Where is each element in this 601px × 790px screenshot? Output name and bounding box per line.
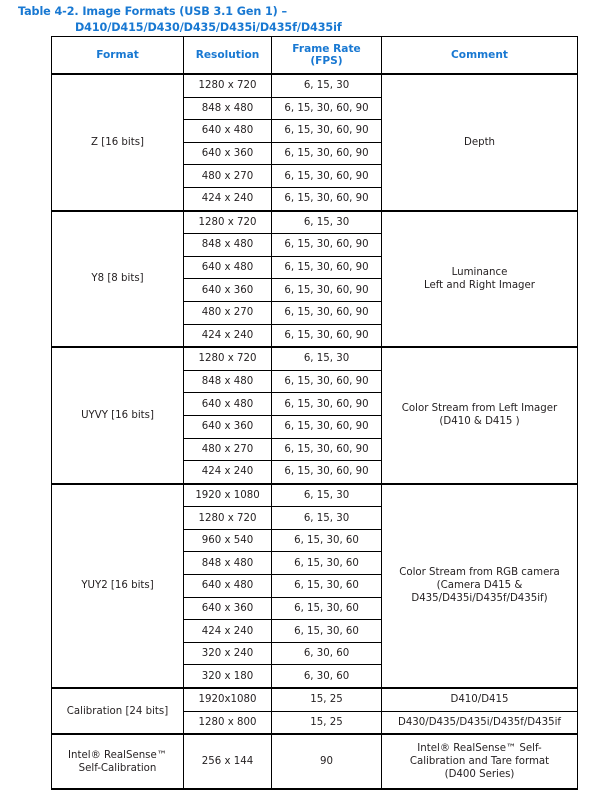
fps-cell: 6, 30, 60	[272, 642, 382, 665]
resolution-cell: 640 x 360	[184, 597, 272, 620]
fps-cell: 6, 15, 30, 60	[272, 597, 382, 620]
header-row	[52, 37, 578, 75]
table-row	[52, 211, 578, 234]
resolution-cell: 848 x 480	[184, 552, 272, 575]
comment-cell: D410/D415	[382, 688, 578, 711]
fps-cell: 6, 15, 30, 60, 90	[272, 234, 382, 257]
resolution-cell: 640 x 480	[184, 575, 272, 598]
fps-cell: 6, 15, 30	[272, 211, 382, 234]
column-header-resolution: Resolution	[184, 37, 272, 75]
column-header-comment: Comment	[382, 37, 578, 75]
fps-cell: 6, 15, 30	[272, 74, 382, 97]
fps-cell: 6, 15, 30	[272, 484, 382, 507]
fps-cell: 6, 30, 60	[272, 665, 382, 688]
resolution-cell: 1920 x 1080	[184, 484, 272, 507]
column-header-format: Format	[52, 37, 184, 75]
resolution-cell: 848 x 480	[184, 97, 272, 120]
resolution-cell: 1280 x 720	[184, 507, 272, 530]
format-cell-uyvy: UYVY [16 bits]	[52, 347, 184, 484]
fps-cell: 6, 15, 30, 60, 90	[272, 461, 382, 484]
resolution-cell: 1280 x 720	[184, 74, 272, 97]
column-header-frame-rate	[272, 37, 382, 75]
table-body	[52, 74, 578, 789]
fps-cell: 6, 15, 30, 60, 90	[272, 187, 382, 210]
format-line-1: Intel® RealSense™	[68, 749, 167, 761]
resolution-cell: 424 x 240	[184, 324, 272, 347]
resolution-cell: 640 x 480	[184, 393, 272, 416]
fps-cell: 6, 15, 30, 60, 90	[272, 301, 382, 324]
resolution-cell: 320 x 240	[184, 642, 272, 665]
format-cell-self-calibration	[52, 734, 184, 789]
table-caption-line-1: Table 4-2. Image Formats (USB 3.1 Gen 1) –	[18, 5, 287, 18]
resolution-cell: 320 x 180	[184, 665, 272, 688]
fps-cell: 6, 15, 30, 60, 90	[272, 438, 382, 461]
resolution-cell: 424 x 240	[184, 187, 272, 210]
resolution-cell: 1280 x 800	[184, 711, 272, 734]
table-row	[52, 484, 578, 507]
fps-cell: 6, 15, 30, 60	[272, 620, 382, 643]
fps-cell: 6, 15, 30, 60, 90	[272, 370, 382, 393]
table-row	[52, 734, 578, 789]
fps-cell: 6, 15, 30	[272, 507, 382, 530]
fps-cell: 15, 25	[272, 711, 382, 734]
resolution-cell: 640 x 360	[184, 279, 272, 302]
fps-cell: 6, 15, 30, 60, 90	[272, 142, 382, 165]
resolution-cell: 256 x 144	[184, 734, 272, 789]
resolution-cell: 480 x 270	[184, 301, 272, 324]
table-row	[52, 347, 578, 370]
comment-line-3: D435/D435i/D435f/D435if)	[411, 593, 548, 605]
comment-line-1: Depth	[463, 136, 496, 148]
fps-cell: 6, 15, 30, 60, 90	[272, 120, 382, 143]
format-cell-z: Z [16 bits]	[52, 74, 184, 211]
resolution-cell: 640 x 360	[184, 415, 272, 438]
resolution-cell: 848 x 480	[184, 234, 272, 257]
column-header-frame-rate-line-1: Frame Rate	[292, 42, 361, 55]
comment-cell-y8	[382, 211, 578, 348]
resolution-cell: 1280 x 720	[184, 211, 272, 234]
comment-line-2: Left and Right Imager	[424, 279, 535, 291]
comment-line-1: Color Stream from Left Imager	[401, 403, 558, 415]
comment-line-2: (Camera D415 &	[436, 580, 523, 592]
fps-cell: 6, 15, 30, 60, 90	[272, 324, 382, 347]
format-cell-calibration: Calibration [24 bits]	[52, 688, 184, 734]
fps-cell: 6, 15, 30, 60	[272, 529, 382, 552]
resolution-cell: 480 x 270	[184, 438, 272, 461]
comment-cell-yuy2	[382, 484, 578, 688]
resolution-cell: 424 x 240	[184, 620, 272, 643]
column-header-frame-rate-line-2: (FPS)	[310, 55, 343, 67]
resolution-cell: 1920x1080	[184, 688, 272, 711]
table-row	[52, 688, 578, 711]
fps-cell: 6, 15, 30, 60, 90	[272, 165, 382, 188]
format-cell-y8: Y8 [8 bits]	[52, 211, 184, 348]
fps-cell: 6, 15, 30, 60	[272, 575, 382, 598]
fps-cell: 6, 15, 30, 60, 90	[272, 393, 382, 416]
resolution-cell: 848 x 480	[184, 370, 272, 393]
comment-cell: D430/D435/D435i/D435f/D435if	[382, 711, 578, 734]
fps-cell: 6, 15, 30	[272, 347, 382, 370]
table-row	[52, 74, 578, 97]
fps-cell: 90	[272, 734, 382, 789]
resolution-cell: 480 x 270	[184, 165, 272, 188]
comment-cell-self-calibration	[382, 734, 578, 789]
image-formats-table	[51, 36, 578, 790]
comment-cell-z	[382, 74, 578, 211]
comment-line-1: Color Stream from RGB camera	[399, 567, 560, 579]
resolution-cell: 640 x 480	[184, 256, 272, 279]
comment-line-1: Intel® RealSense™ Self-	[417, 743, 542, 755]
resolution-cell: 960 x 540	[184, 529, 272, 552]
format-line-2: Self-Calibration	[78, 762, 157, 774]
table-caption	[18, 4, 578, 35]
table-header	[52, 37, 578, 75]
fps-cell: 6, 15, 30, 60, 90	[272, 256, 382, 279]
fps-cell: 6, 15, 30, 60, 90	[272, 97, 382, 120]
resolution-cell: 424 x 240	[184, 461, 272, 484]
comment-line-1: Luminance	[451, 266, 508, 278]
fps-cell: 15, 25	[272, 688, 382, 711]
table-caption-line-2: D410/D415/D430/D435/D435i/D435f/D435if	[75, 20, 342, 34]
resolution-cell: 1280 x 720	[184, 347, 272, 370]
comment-line-2: (D410 & D415 )	[439, 416, 520, 428]
resolution-cell: 640 x 360	[184, 142, 272, 165]
fps-cell: 6, 15, 30, 60, 90	[272, 279, 382, 302]
comment-line-2: Calibration and Tare format	[409, 756, 550, 768]
fps-cell: 6, 15, 30, 60, 90	[272, 415, 382, 438]
fps-cell: 6, 15, 30, 60	[272, 552, 382, 575]
comment-line-3: (D400 Series)	[444, 769, 515, 781]
format-cell-yuy2: YUY2 [16 bits]	[52, 484, 184, 688]
resolution-cell: 640 x 480	[184, 120, 272, 143]
comment-cell-uyvy	[382, 347, 578, 484]
